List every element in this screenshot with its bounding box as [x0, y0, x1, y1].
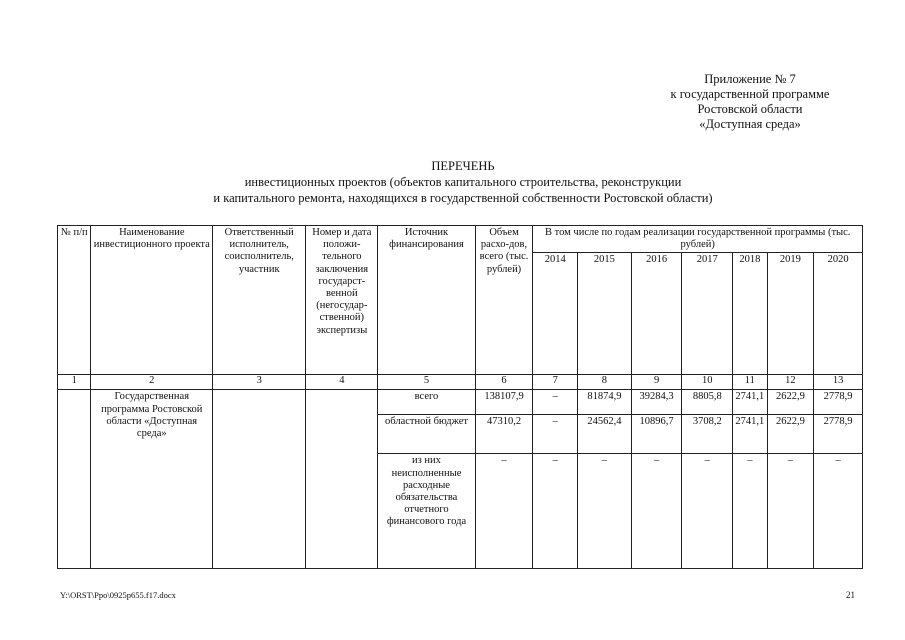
- column-number: 2: [91, 375, 213, 390]
- column-number: 7: [533, 375, 578, 390]
- appendix-program: «Доступная среда»: [699, 117, 801, 131]
- column-number: 12: [767, 375, 814, 390]
- year-cell: –: [767, 454, 814, 569]
- total-cell: 47310,2: [475, 415, 533, 454]
- year-cell: 2741,1: [733, 390, 767, 415]
- investment-projects-table: [57, 225, 863, 569]
- title-heading: ПЕРЕЧЕНЬ: [431, 159, 495, 173]
- footer-file-path: Y:\ORST\Ppo\0925p655.f17.docx: [60, 590, 176, 600]
- title-subtitle-1: инвестиционных проектов (объектов капитального строительства, реконструкции: [244, 175, 682, 189]
- column-number: 13: [814, 375, 863, 390]
- year-cell: 8805,8: [682, 390, 733, 415]
- year-cell: 10896,7: [631, 415, 682, 454]
- column-number-row: [58, 375, 863, 390]
- total-cell: 138107,9: [475, 390, 533, 415]
- header-expertise: Номер и дата положи-тельного заключения государст-венной (негосудар-ственной) экспертизы: [306, 226, 378, 375]
- year-cell: –: [733, 454, 767, 569]
- header-executor: Ответственный исполнитель, соисполнитель, участник: [213, 226, 306, 375]
- row-num-cell: [58, 390, 91, 569]
- header-year: 2020: [814, 253, 863, 375]
- column-number: 8: [578, 375, 632, 390]
- year-cell: –: [814, 454, 863, 569]
- column-number: 3: [213, 375, 306, 390]
- year-cell: 2778,9: [814, 390, 863, 415]
- year-cell: –: [533, 454, 578, 569]
- year-cell: –: [533, 415, 578, 454]
- expertise-cell: [306, 390, 378, 569]
- column-number: 9: [631, 375, 682, 390]
- header-years-group: В том числе по годам реализации государственной программы (тыс. рублей): [533, 226, 863, 253]
- title-subtitle-2: и капитального ремонта, находящихся в государственной собственности Ростовской области): [213, 191, 713, 205]
- source-cell: из них неисполненные расходные обязательства отчетного финансового года: [378, 454, 475, 569]
- header-year: 2019: [767, 253, 814, 375]
- column-number: 6: [475, 375, 533, 390]
- year-cell: –: [631, 454, 682, 569]
- column-number: 4: [306, 375, 378, 390]
- year-cell: –: [578, 454, 632, 569]
- executor-cell: [213, 390, 306, 569]
- column-number: 1: [58, 375, 91, 390]
- header-source: Источник финансирования: [378, 226, 475, 375]
- header-year: 2017: [682, 253, 733, 375]
- year-cell: 39284,3: [631, 390, 682, 415]
- appendix-caption: [600, 72, 900, 132]
- page-number: 21: [846, 590, 855, 600]
- header-year: 2014: [533, 253, 578, 375]
- header-year: 2018: [733, 253, 767, 375]
- header-year: 2015: [578, 253, 632, 375]
- year-cell: 81874,9: [578, 390, 632, 415]
- year-cell: 2741,1: [733, 415, 767, 454]
- year-cell: 2622,9: [767, 415, 814, 454]
- project-name-cell: Государственная программа Ростовской области «Доступная среда»: [91, 390, 213, 569]
- header-year: 2016: [631, 253, 682, 375]
- appendix-region: Ростовской области: [697, 102, 803, 116]
- header-num: № п/п: [58, 226, 91, 375]
- column-number: 11: [733, 375, 767, 390]
- year-cell: 24562,4: [578, 415, 632, 454]
- appendix-reference: к государственной программе: [670, 87, 830, 101]
- column-number: 5: [378, 375, 475, 390]
- year-cell: 2778,9: [814, 415, 863, 454]
- header-volume: Объем расхо-дов, всего (тыс. рублей): [475, 226, 533, 375]
- header-name: Наименование инвестиционного проекта: [91, 226, 213, 375]
- year-cell: –: [533, 390, 578, 415]
- header-row-1: [58, 226, 863, 253]
- column-number: 10: [682, 375, 733, 390]
- year-cell: 2622,9: [767, 390, 814, 415]
- year-cell: 3708,2: [682, 415, 733, 454]
- table-row: [58, 390, 863, 415]
- year-cell: –: [682, 454, 733, 569]
- source-cell: областной бюджет: [378, 415, 475, 454]
- source-cell: всего: [378, 390, 475, 415]
- total-cell: –: [475, 454, 533, 569]
- document-title: [60, 158, 866, 206]
- appendix-number: Приложение № 7: [704, 72, 796, 86]
